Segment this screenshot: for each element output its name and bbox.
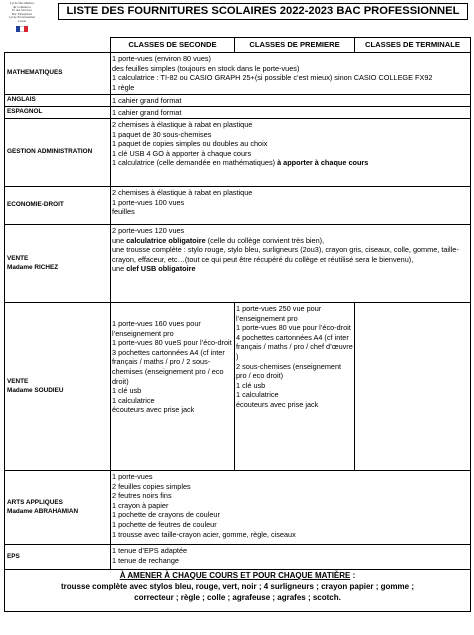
french-flag-icon <box>16 26 28 32</box>
footer-line: trousse complète avec stylos bleu, rouge, vert, noir ; 4 surligneurs ; crayon papier ; gomme ; <box>61 581 414 591</box>
header-seconde: CLASSES DE SECONDE <box>111 38 235 53</box>
list-item-emphasis: clef USB obligatoire <box>126 264 196 274</box>
arts-supplies <box>111 471 471 545</box>
table-row-footer <box>5 570 471 612</box>
subject-name: ARTS APPLIQUES <box>7 499 63 506</box>
list-item <box>112 236 469 246</box>
logo-line: du Commerce <box>13 4 31 9</box>
list-item: 1 tenue d’EPS adaptée <box>112 546 188 555</box>
list-item: 3 pochettes cartonnées A4 (cf inter français / maths / pro / 2 sous-chemises (enseignement pro / eco droit) <box>112 347 225 386</box>
eps-supplies <box>111 545 471 570</box>
table-row-gestion <box>5 119 471 187</box>
list-item: 1 porte-vues (environ 80 vues) <box>112 54 211 63</box>
header-terminale: CLASSES DE TERMINALE <box>355 38 471 53</box>
math-supplies <box>111 53 471 95</box>
list-item: 1 règle <box>112 82 135 92</box>
list-item: 1 porte-vues 250 vue pour l’enseignement pro <box>236 304 322 323</box>
vente-soudieu-seconde <box>111 303 235 471</box>
list-item: 1 calculatrice <box>236 390 279 400</box>
list-item: écouteurs avec prise jack <box>112 405 195 415</box>
table-row-espagnol <box>5 107 471 119</box>
list-item <box>112 264 469 274</box>
list-item: 1 paquet de copies simples ou doubles au choix <box>112 139 268 149</box>
table-row-arts <box>5 471 471 545</box>
list-item: 4 pochettes cartonnées A4 (cf inter français / maths / pro / chef d’œuvre ) <box>236 332 353 361</box>
list-item-text: (celle du collège convient très bien), <box>205 235 325 245</box>
list-item: 1 porte-vues 80 vue pour l’éco-droit <box>236 323 351 333</box>
subject-espagnol: ESPAGNOL <box>5 107 111 119</box>
table-row-math <box>5 53 471 95</box>
footer-note <box>5 570 471 612</box>
eco-supplies <box>111 187 471 225</box>
list-item: 1 porte-vues 100 vues <box>112 197 185 207</box>
list-item: 1 porte-vues 80 vueS pour l’éco-droit <box>112 338 232 348</box>
footer-heading-text: À AMENER À CHAQUE COURS ET POUR CHAQUE MATIÈRE <box>119 571 351 580</box>
list-item: 1 calculatrice <box>112 395 155 405</box>
vente-soudieu-premiere <box>235 303 355 471</box>
list-item: 2 porte-vues 120 vues <box>112 226 185 235</box>
subject-name: VENTE <box>7 378 29 385</box>
list-item-text: 1 calculatrice (celle demandée en mathématiques) <box>112 158 278 168</box>
subject-name: VENTE <box>7 255 29 262</box>
subject-vente-richez <box>5 225 111 303</box>
list-item: feuilles <box>112 207 135 217</box>
logo-line: Et des Services <box>12 8 32 13</box>
footer-heading <box>6 571 469 582</box>
list-item: 1 porte-vues 160 vues pour l’enseignement pro <box>112 319 201 338</box>
footer-line: correcteur ; règle ; colle ; agrafeuse ; agrafes ; scotch. <box>134 592 341 602</box>
list-item: 1 cahier grand format <box>112 96 182 105</box>
list-item: 1 tenue de rechange <box>112 555 179 565</box>
list-item: écouteurs avec prise jack <box>236 399 319 409</box>
footer-heading-colon: : <box>350 571 356 580</box>
list-item-text: une <box>112 235 127 245</box>
list-item: 1 clé USB 4 GO à apporter à chaque cours <box>112 148 252 158</box>
logo-text <box>3 2 41 24</box>
list-item: 1 cahier grand format <box>112 108 182 117</box>
page-title: LISTE DES FOURNITURES SCOLAIRES 2022-2023 BAC PROFESSIONNEL <box>58 3 468 20</box>
list-item: 1 trousse avec taille-crayon acier, gomme, règle, ciseaux <box>112 529 296 539</box>
list-item: 2 feuilles copies simples <box>112 481 191 491</box>
list-item: 1 pochette de feutres de couleur <box>112 519 217 529</box>
subject-math: MATHEMATIQUES <box>5 53 111 95</box>
list-item: 1 crayon à papier <box>112 500 169 510</box>
list-item: 1 clé usb <box>112 386 142 396</box>
teacher-name: Madame ABRAHAMIAN <box>7 507 79 515</box>
list-item: 2 feutres noirs fins <box>112 491 172 501</box>
logo-line: Cassel <box>17 18 27 23</box>
list-item-text: une <box>112 264 127 274</box>
subject-arts <box>5 471 111 545</box>
anglais-supplies <box>111 95 471 107</box>
subject-vente-soudieu <box>5 303 111 471</box>
list-item: 1 calculatrice : TI-82 ou CASIO GRAPH 25+(si possible c’est mieux) sinon CASIO COLLEGE FX92 <box>112 73 433 83</box>
list-item: 2 chemises à élastique à rabat en plastique <box>112 188 253 197</box>
list-item: 1 porte-vues <box>112 472 153 481</box>
table-row-anglais <box>5 95 471 107</box>
table-row-vente-soudieu <box>5 303 471 471</box>
list-item: 2 chemises à élastique à rabat en plastique <box>112 120 253 129</box>
subject-gestion: GESTION ADMINISTRATION <box>5 119 111 187</box>
subject-eps: EPS <box>5 545 111 570</box>
logo-line: Bac Entreprises <box>11 11 33 16</box>
table-row-eco <box>5 187 471 225</box>
list-item: 1 pochette de crayons de couleur <box>112 510 220 520</box>
vente-richez-supplies <box>111 225 471 303</box>
list-item: des feuilles simples (toujours en stock dans le porte-vues) <box>112 63 300 73</box>
teacher-name: Madame SOUDIEU <box>7 386 64 394</box>
vente-soudieu-terminale <box>355 303 471 471</box>
list-item: 2 sous-chemises (enseignement pro / eco droit) <box>236 361 342 381</box>
table-row-vente-richez <box>5 225 471 303</box>
teacher-name: Madame RICHEZ <box>7 263 59 271</box>
supplies-table <box>4 37 471 612</box>
gestion-supplies <box>111 119 471 187</box>
logo-line: Lycée Professionnel <box>9 15 35 20</box>
list-item-emphasis: à apporter à chaque cours <box>277 158 369 168</box>
logo-line: Lycée Des Métiers <box>10 1 34 5</box>
subject-anglais: ANGLAIS <box>5 95 111 107</box>
header-blank-cell <box>5 38 111 53</box>
table-header-row <box>5 38 471 53</box>
subject-eco: ECONOMIE-DROIT <box>5 187 111 225</box>
list-item: une trousse complète : stylo rouge, stylo bleu, surligneurs (2ou3), crayon gris, ciseaux, colle, gomme, taille-crayon, effaceur, etc…(tout ce qui peut être récupéré du collège et réutilisé sera le bienvenu), <box>112 245 459 264</box>
table-row-eps <box>5 545 471 570</box>
espagnol-supplies <box>111 107 471 119</box>
list-item: 1 clé usb <box>236 380 266 390</box>
list-item <box>112 158 469 168</box>
list-item: 1 paquet de 30 sous-chemises <box>112 129 212 139</box>
header-premiere: CLASSES DE PREMIERE <box>235 38 355 53</box>
list-item-emphasis: calculatrice obligatoire <box>126 235 206 245</box>
